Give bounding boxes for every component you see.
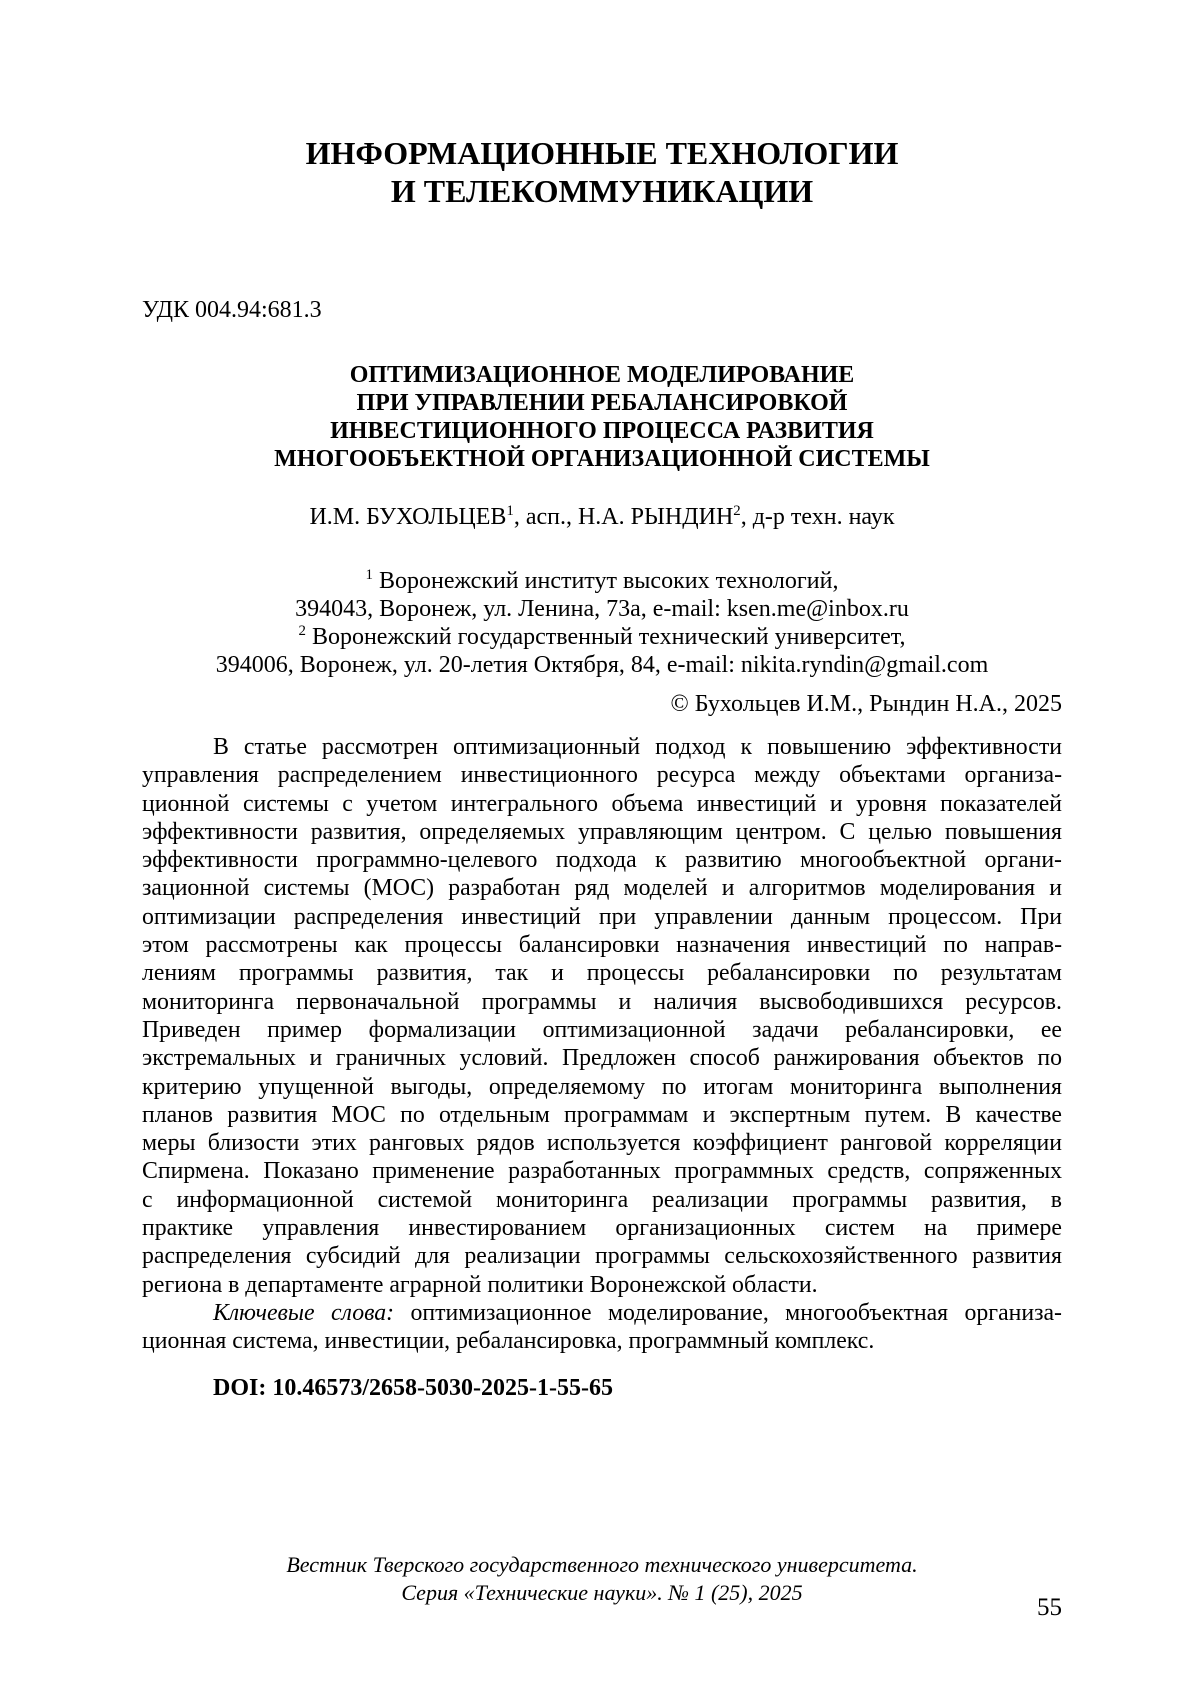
doi: DOI: 10.46573/2658-5030-2025-1-55-65 [213,1374,613,1401]
keywords-line: ционная система, инвестиции, ребалансировка, программный комплекс. [142,1328,875,1355]
affiliation-line [142,651,1062,679]
abstract-line: зационной системы (МОС) разработан ряд моделей и алгоритмов моделирования и [142,875,1062,902]
keywords-label: Ключевые слова: [213,1299,395,1326]
journal-footer [142,1551,1062,1607]
article-title-line: МНОГООБЪЕКТНОЙ ОРГАНИЗАЦИОННОЙ СИСТЕМЫ [274,446,930,472]
abstract-line: экстремальных и граничных условий. Предложен способ ранжирования объектов по [142,1045,1062,1072]
udc-code: УДК 004.94:681.3 [142,297,322,323]
author-name: И.М. БУХОЛЬЦЕВ [309,504,507,530]
affiliation-mark: 2 [298,623,306,639]
abstract-line: с информационной системой мониторинга реализации программы развития, в [142,1186,1062,1213]
abstract-line: В статье рассмотрен оптимизационный подход к повышению эффективности [213,734,1062,760]
footer-line1: Вестник Тверского государственного технического университета. [286,1551,918,1577]
affiliation-line [142,595,1062,623]
section-header-line2: И ТЕЛЕКОММУНИКАЦИИ [390,173,814,209]
authors-line [142,503,1062,531]
affiliation-line [142,623,1062,651]
article-title-line: ПРИ УПРАВЛЕНИИ РЕБАЛАНСИРОВКОЙ [356,390,848,416]
article-title [142,361,1062,473]
footer-line2: Серия «Технические науки». № 1 (25), 2025 [401,1579,803,1605]
keywords-line [142,1299,1062,1327]
author-affiliation-mark: 1 [506,503,514,519]
abstract-line: ционной системы с учетом интегрального объема инвестиций и уровня показателей [142,790,1062,817]
abstract-line: управления распределением инвестиционного ресурса между объектами организа- [142,762,1062,789]
affiliation-text: Воронежский институт высоких технологий, [372,568,839,594]
abstract-line: критерию упущенной выгоды, определяемому по итогам мониторинга выполнения [142,1073,1062,1100]
affiliation-text: 394043, Воронеж, ул. Ленина, 73а, e-mail: ksen.me@inbox.ru [295,596,909,622]
abstract-line: практике управления инвестированием организационных систем на примере [142,1215,1062,1242]
section-header [142,134,1062,210]
abstract-line: оптимизации распределения инвестиций при управлении данным процессом. При [142,903,1062,930]
copyright-line: © Бухольцев И.М., Рындин Н.А., 2025 [670,691,1062,717]
abstract-line: Приведен пример формализации оптимизационной задачи ребалансировки, ее [142,1016,1062,1043]
abstract-line: Спирмена. Показано применение разработанных программных средств, сопряженных [142,1158,1062,1185]
abstract-line: лениям программы развития, так и процессы ребалансировки по результатам [142,960,1062,987]
keywords-text: оптимизационное моделирование, многообъектная организа- [394,1299,1062,1326]
affiliation-text: 394006, Воронеж, ул. 20-летия Октября, 84, e-mail: nikita.ryndin@gmail.com [215,652,989,678]
abstract-line: меры близости этих ранговых рядов используется коэффициент ранговой корреляции [142,1130,1062,1157]
abstract-line: этом рассмотрены как процессы балансировки назначения инвестиций по направ- [142,932,1062,959]
author-degree: , д-р техн. наук [740,504,895,530]
abstract-line: планов развития МОС по отдельным программам и экспертным путем. В качестве [142,1101,1062,1128]
affiliation-text: Воронежский государственный технический университет, [305,624,906,650]
keywords [142,1299,1062,1356]
author-degree-and-name: , асп., Н.А. РЫНДИН [513,504,734,530]
abstract-line: эффективности развития, определяемых управляющим центром. С целью повышения [142,818,1062,845]
affiliations [142,567,1062,679]
page-number: 55 [1037,1594,1062,1621]
author-affiliation-mark: 2 [733,503,741,519]
abstract [142,733,1062,1299]
article-title-line: ИНВЕСТИЦИОННОГО ПРОЦЕССА РАЗВИТИЯ [330,418,874,444]
article-title-line: ОПТИМИЗАЦИОННОЕ МОДЕЛИРОВАНИЕ [349,362,855,388]
abstract-line: распределения субсидий для реализации программы сельскохозяйственного развития [142,1243,1062,1270]
abstract-line: эффективности программно-целевого подхода к развитию многообъектной органи- [142,847,1062,874]
affiliation-line [142,567,1062,595]
abstract-line: региона в департаменте аграрной политики Воронежской области. [142,1271,818,1298]
section-header-line1: ИНФОРМАЦИОННЫЕ ТЕХНОЛОГИИ [305,135,899,171]
abstract-line: мониторинга первоначальной программы и наличия высвободившихся ресурсов. [142,988,1062,1015]
affiliation-mark: 1 [365,567,373,583]
